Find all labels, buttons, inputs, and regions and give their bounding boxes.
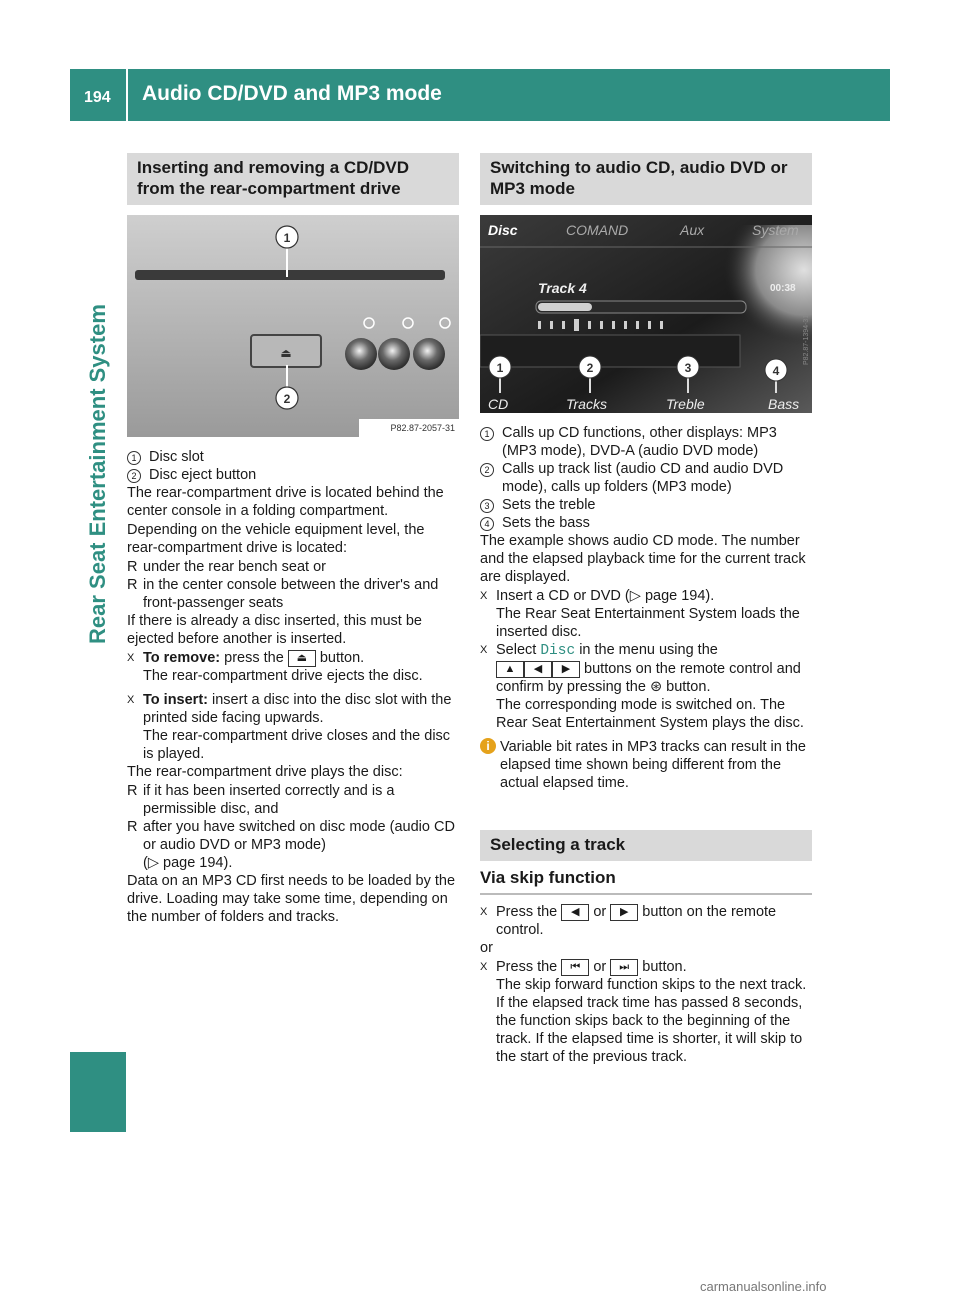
side-tab-label: Rear Seat Entertainment System — [85, 304, 110, 644]
side-tab-label-wrap — [85, 204, 111, 644]
menu-comand[interactable]: COMAND — [566, 222, 629, 238]
paragraph: The rear-compartment drive is located behind the center console in a folding compartment. — [127, 485, 444, 519]
knob-2[interactable] — [378, 338, 410, 370]
list-item: R if it has been inserted correctly and is a permissible disc, and — [127, 783, 395, 817]
paragraph: The rear-compartment drive plays the disc: — [127, 764, 403, 780]
side-block — [70, 1052, 126, 1132]
instruction-step: X To remove: press the ⏏ button. The rear-compartment drive ejects the disc. — [127, 650, 423, 684]
forward-key: ▶ — [610, 904, 638, 921]
drive-illustration — [127, 215, 459, 437]
legend-item: 4 Sets the bass — [480, 514, 812, 532]
subheading-skip: Via skip function — [480, 869, 812, 895]
eject-key: ⏏ — [288, 650, 316, 667]
list-item: R under the rear bench seat or — [127, 559, 326, 575]
paragraph: The example shows audio CD mode. The number and the elapsed playback time for the current track are displayed. — [480, 533, 806, 585]
page-header — [70, 69, 890, 121]
instruction-step: X To insert: insert a disc into the disc slot with the printed side facing upwards. The rear-compartment drive closes and the disc is played. — [127, 692, 452, 762]
section-heading-switching: Switching to audio CD, audio DVD or MP3 mode — [480, 153, 812, 205]
page-ref[interactable]: page 194). — [644, 588, 715, 604]
legend-item: 1 Disc slot — [127, 448, 459, 466]
disc-slot[interactable] — [135, 270, 445, 280]
instruction-step: X Press the ⏮ or ⏭ button. The skip forward function skips to the next track. If the elapsed track time has passed 8 seconds, the function skips back to the beginning of the track. If the elapsed time is shorter, it will skip to the start of the previous track. — [480, 959, 807, 1065]
side-tab — [70, 121, 126, 1001]
screen-callout-2: 2 — [586, 361, 594, 375]
page-title: Audio CD/DVD and MP3 mode — [142, 82, 442, 105]
callout-1-label: 1 — [283, 231, 291, 245]
up-key: ▲ — [496, 661, 524, 678]
legend-item: 1 Calls up CD functions, other displays: MP3 (MP3 mode), DVD-A (audio DVD mode) — [480, 424, 812, 460]
instruction-step: X Press the ◀ or ▶ button on the remote control. — [480, 904, 777, 938]
ok-key: ⊛ — [649, 679, 663, 695]
watermark: carmanualsonline.info — [700, 1279, 827, 1294]
list-item: R in the center console between the driver's and front-passenger seats — [127, 577, 439, 611]
info-icon: i — [480, 738, 496, 754]
elapsed-time: 00:38 — [770, 283, 796, 294]
button-tracks[interactable]: Tracks — [566, 396, 607, 412]
menu-disc[interactable]: Disc — [488, 222, 518, 238]
figure-code: P82.87-2057-31 — [390, 423, 455, 433]
svg-text:⏏: ⏏ — [280, 346, 292, 360]
instruction-step: X Insert a CD or DVD (▷ page 194). The Rear Seat Entertainment System loads the inserted disc. — [480, 588, 800, 640]
menu-aux[interactable]: Aux — [680, 222, 705, 238]
paragraph: Depending on the vehicle equipment level, the rear-compartment drive is located: — [127, 522, 425, 556]
screen-callout-1: 1 — [496, 361, 504, 375]
button-treble[interactable]: Treble — [666, 396, 705, 412]
list-item: R after you have switched on disc mode (audio CD or audio DVD or MP3 mode) (▷ page 194). — [127, 819, 455, 871]
drive-figure — [127, 215, 459, 442]
right-column — [480, 153, 812, 1066]
right-key: ▶ — [552, 661, 580, 678]
left-key: ◀ — [524, 661, 552, 678]
screen-callout-3: 3 — [684, 361, 692, 375]
paragraph: If there is already a disc inserted, this must be ejected before another is inserted. — [127, 613, 422, 647]
legend-item: 2 Calls up track list (audio CD and audio DVD mode), calls up folders (MP3 mode) — [480, 460, 812, 496]
header-divider — [126, 69, 128, 121]
screen-code: P82.87-1394-31 — [803, 314, 810, 365]
instruction-step: X Select Disc in the menu using the ▲ ◀ ▶ buttons on the remote control and confirm by pressing the ⊛ button. The corresponding mode is switched on. The Rear Seat Entertainment System plays the disc. — [480, 642, 804, 731]
skip-forward-key: ⏭ — [610, 959, 638, 976]
skip-back-key: ⏮ — [561, 959, 589, 976]
button-cd[interactable]: CD — [488, 396, 509, 412]
track-title: Track 4 — [538, 280, 587, 296]
legend-item: 3 Sets the treble — [480, 496, 812, 514]
page-number: 194 — [84, 89, 111, 106]
page-ref[interactable]: page 194). — [163, 855, 233, 871]
screen-callout-4: 4 — [772, 364, 780, 378]
knob-3[interactable] — [413, 338, 445, 370]
section-heading-selecting-track: Selecting a track — [480, 830, 812, 861]
button-bass[interactable]: Bass — [768, 396, 800, 412]
paragraph: Data on an MP3 CD first needs to be loaded by the drive. Loading may take some time, depending on the number of folders and tracks. — [127, 873, 456, 925]
legend-item: 2 Disc eject button — [127, 466, 459, 484]
knob-1[interactable] — [345, 338, 377, 370]
disc-menu-item: Disc — [540, 643, 576, 659]
menu-system[interactable]: System — [752, 222, 799, 238]
back-key: ◀ — [561, 904, 589, 921]
screen-figure — [480, 215, 812, 418]
screen-illustration — [480, 215, 812, 413]
left-column — [127, 153, 459, 927]
info-note: i Variable bit rates in MP3 tracks can result in the elapsed time shown being different from the actual elapsed time. — [480, 738, 812, 792]
callout-2-label: 2 — [283, 392, 291, 406]
section-heading-insert-remove: Inserting and removing a CD/DVD from the rear-compartment drive — [127, 153, 459, 205]
paragraph: or — [480, 940, 493, 956]
